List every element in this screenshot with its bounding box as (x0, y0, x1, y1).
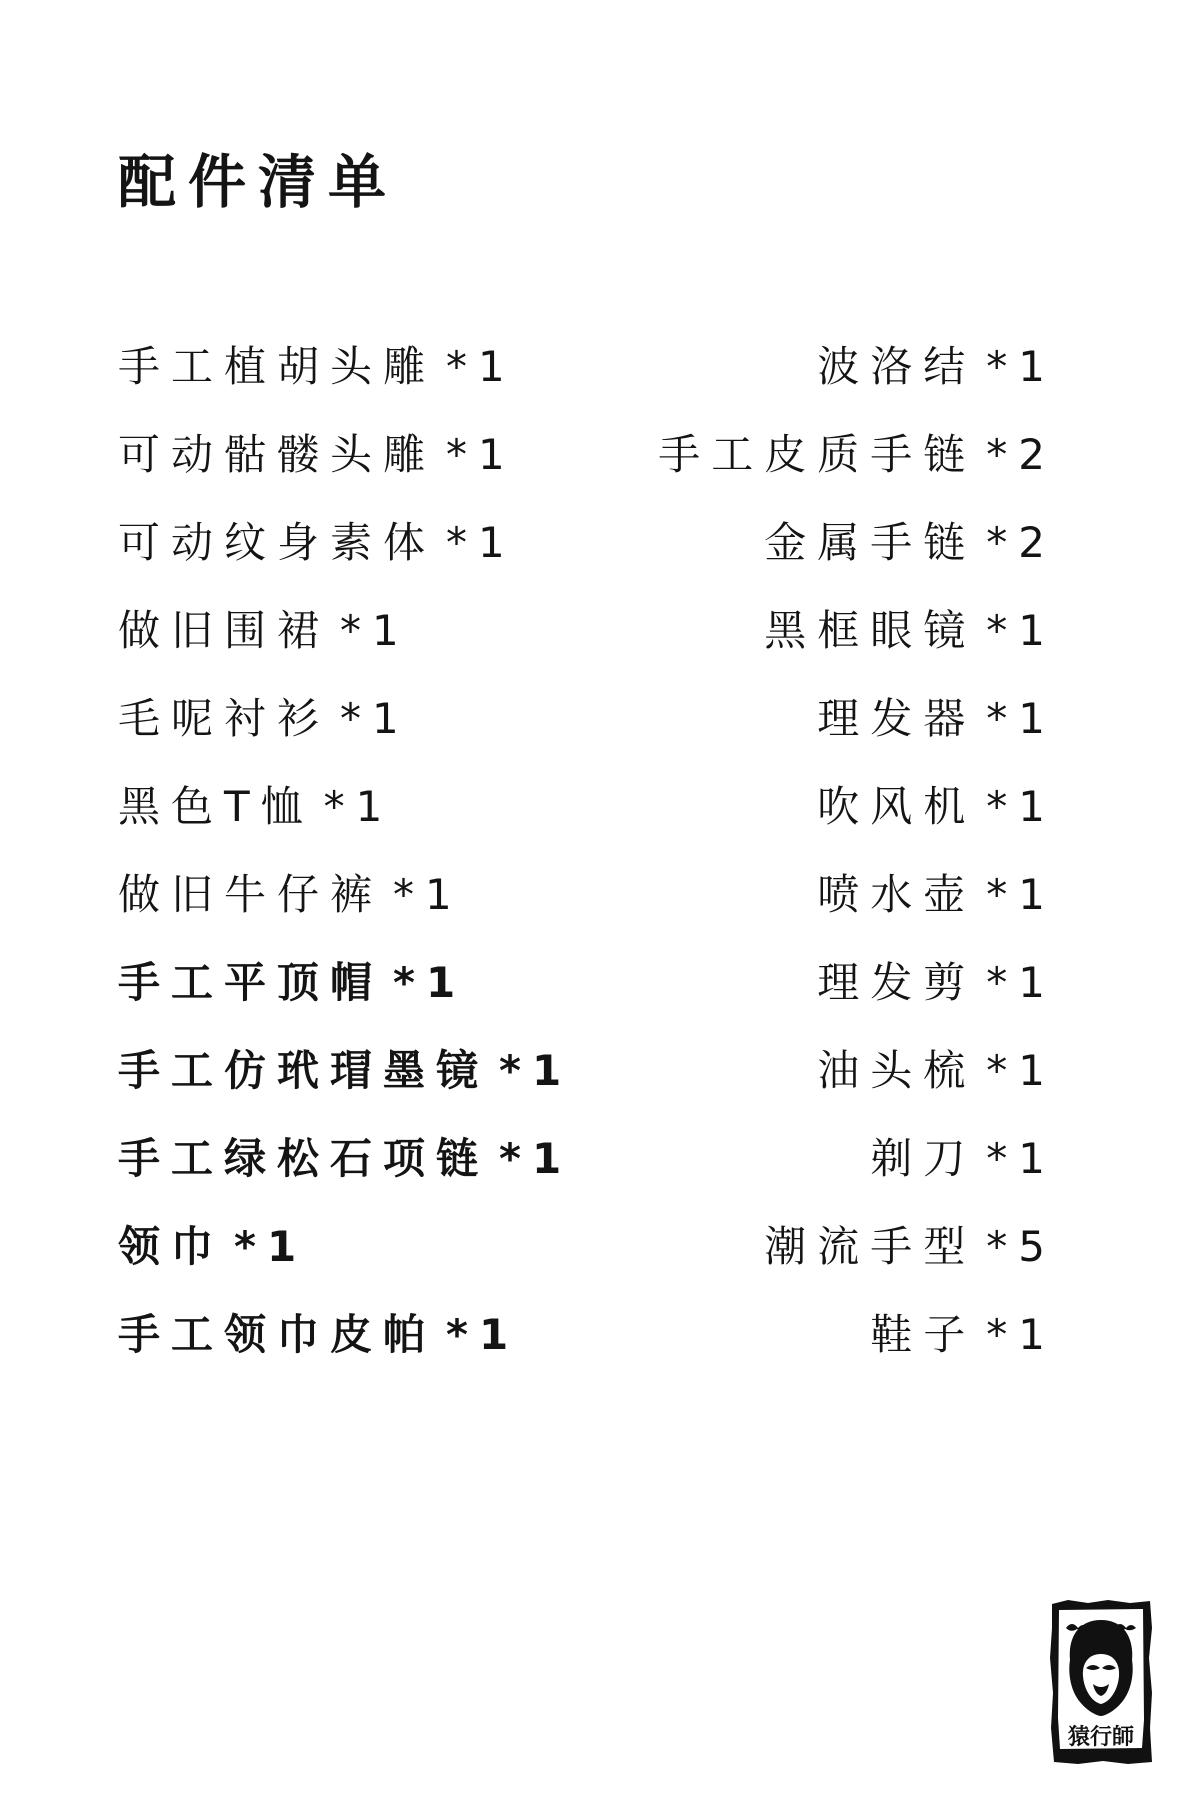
item-quantity: *1 (986, 1046, 1056, 1095)
item-name: 黑色T恤 (118, 782, 314, 831)
list-item (658, 939, 1056, 1027)
item-name: 手工领巾皮帕 (118, 1310, 437, 1359)
item-quantity: *1 (986, 1134, 1056, 1183)
item-quantity: *1 (340, 606, 410, 655)
item-quantity: *1 (446, 518, 516, 567)
item-name: 理发剪 (817, 958, 977, 1007)
item-quantity: *1 (499, 1046, 573, 1095)
list-item (658, 323, 1056, 411)
item-name: 做旧牛仔裤 (118, 870, 384, 919)
accessory-list-left (118, 323, 572, 1379)
item-name: 手工仿玳瑁墨镜 (118, 1046, 490, 1095)
item-quantity: *1 (340, 694, 410, 743)
list-item (118, 587, 572, 675)
item-name: 手工绿松石项链 (118, 1134, 490, 1183)
list-item (118, 1203, 572, 1291)
list-item (118, 1027, 572, 1115)
item-name: 可动纹身素体 (118, 518, 437, 567)
list-item (658, 1027, 1056, 1115)
item-name: 手工植胡头雕 (118, 342, 437, 391)
list-item (658, 411, 1056, 499)
item-name: 波洛结 (817, 342, 977, 391)
item-quantity: *1 (986, 870, 1056, 919)
item-quantity: *1 (986, 782, 1056, 831)
list-item (118, 323, 572, 411)
item-name: 吹风机 (817, 782, 977, 831)
item-quantity: *1 (393, 870, 463, 919)
item-quantity: *1 (234, 1222, 308, 1271)
item-name: 剃刀 (870, 1134, 977, 1183)
list-item (658, 1115, 1056, 1203)
item-name: 毛呢衬衫 (118, 694, 331, 743)
item-quantity: *1 (446, 430, 516, 479)
monkey-seal-logo (1048, 1598, 1154, 1766)
item-quantity: *2 (986, 518, 1056, 567)
item-quantity: *1 (499, 1134, 573, 1183)
list-item (658, 1291, 1056, 1379)
list-item (118, 851, 572, 939)
item-quantity: *1 (986, 694, 1056, 743)
item-quantity: *2 (986, 430, 1056, 479)
list-item (118, 1115, 572, 1203)
list-item (118, 1291, 572, 1379)
logo-lettering: 猿行師 (1067, 1724, 1135, 1750)
item-name: 手工平顶帽 (118, 958, 384, 1007)
item-quantity: *1 (986, 342, 1056, 391)
item-quantity: *1 (446, 342, 516, 391)
item-quantity: *1 (393, 958, 467, 1007)
item-name: 油头梳 (817, 1046, 977, 1095)
item-quantity: *1 (446, 1310, 520, 1359)
item-quantity: *1 (986, 1310, 1056, 1359)
page-title: 配件清单 (118, 148, 399, 216)
list-item (658, 1203, 1056, 1291)
list-item (658, 851, 1056, 939)
list-item (658, 499, 1056, 587)
list-item (118, 763, 572, 851)
item-quantity: *1 (323, 782, 394, 831)
item-quantity: *1 (986, 606, 1056, 655)
list-item (118, 675, 572, 763)
item-name: 理发器 (817, 694, 977, 743)
item-name: 潮流手型 (764, 1222, 977, 1271)
item-name: 可动骷髅头雕 (118, 430, 437, 479)
item-name: 金属手链 (764, 518, 977, 567)
item-name: 鞋子 (870, 1310, 977, 1359)
list-item (658, 675, 1056, 763)
item-name: 做旧围裙 (118, 606, 331, 655)
list-item (658, 763, 1056, 851)
list-item (118, 939, 572, 1027)
accessory-list-right (658, 323, 1056, 1379)
item-quantity: *5 (986, 1222, 1056, 1271)
item-name: 手工皮质手链 (658, 430, 977, 479)
list-item (118, 411, 572, 499)
list-item (658, 587, 1056, 675)
item-name: 黑框眼镜 (764, 606, 977, 655)
item-quantity: *1 (986, 958, 1056, 1007)
item-name: 领巾 (118, 1222, 225, 1271)
list-item (118, 499, 572, 587)
item-name: 喷水壶 (817, 870, 977, 919)
